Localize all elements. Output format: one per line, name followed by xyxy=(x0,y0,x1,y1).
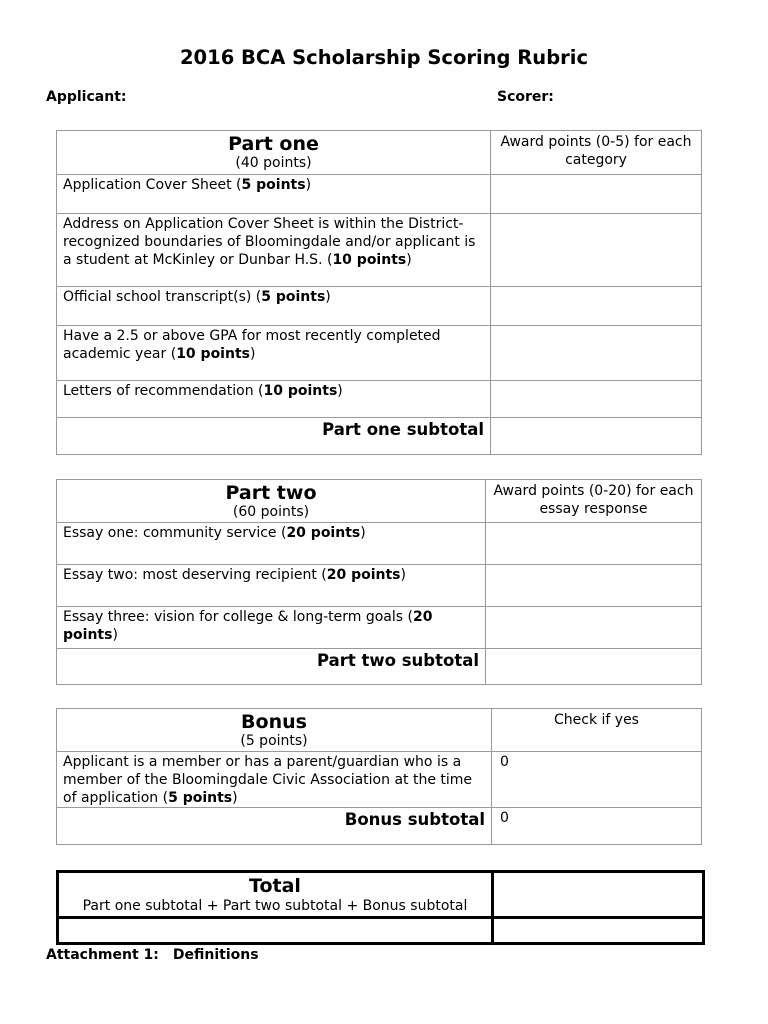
part-two-points: (60 points) xyxy=(232,504,310,520)
part-two-subtotal-label: Part two subtotal xyxy=(57,649,486,685)
score-cell[interactable] xyxy=(491,381,702,418)
part-two-header xyxy=(57,480,486,523)
applicant-label: Applicant: xyxy=(46,89,127,105)
part-two-heading: Part two xyxy=(225,482,317,504)
definitions-label: Definitions xyxy=(172,947,259,963)
score-cell[interactable] xyxy=(486,565,702,607)
score-cell[interactable] xyxy=(491,287,702,326)
score-cell[interactable] xyxy=(491,326,702,381)
criterion-cell: Letters of recommendation (10 points) xyxy=(57,381,491,418)
part-one-points: (40 points) xyxy=(235,155,312,171)
bonus-header xyxy=(57,709,492,752)
part-two-table xyxy=(56,479,702,685)
criterion-cell: Have a 2.5 or above GPA for most recently completed academic year (10 points) xyxy=(57,326,491,381)
part-one-header xyxy=(57,131,491,175)
part-one-heading: Part one xyxy=(228,133,319,155)
criterion-cell: Essay three: vision for college & long-term goals (20 points) xyxy=(57,607,486,649)
bonus-instruction: Check if yes xyxy=(492,709,702,752)
criterion-cell: Official school transcript(s) (5 points) xyxy=(57,287,491,326)
criterion-cell: Essay one: community service (20 points) xyxy=(57,523,486,565)
score-cell[interactable] xyxy=(486,523,702,565)
criterion-cell: Application Cover Sheet (5 points) xyxy=(57,175,491,214)
criterion-cell: Address on Application Cover Sheet is within the District-recognized boundaries of Bloomingdale and/or applicant is a student at McKinley or Dunbar H.S. (10 points) xyxy=(57,214,491,287)
bonus-check-cell[interactable]: 0 xyxy=(492,752,702,808)
score-cell[interactable] xyxy=(491,214,702,287)
part-two-subtotal-value[interactable] xyxy=(486,649,702,685)
part-one-table xyxy=(56,130,702,455)
total-table xyxy=(56,870,705,945)
criterion-cell: Applicant is a member or has a parent/guardian who is a member of the Bloomingdale Civic Association at the time of application (5 points) xyxy=(57,752,492,808)
scorer-label: Scorer: xyxy=(497,89,554,105)
total-formula: Part one subtotal + Part two subtotal + Bonus subtotal xyxy=(82,898,468,914)
footer-attachment xyxy=(46,947,259,963)
total-blank-cell xyxy=(58,918,493,944)
bonus-points: (5 points) xyxy=(240,733,308,749)
bonus-subtotal-label: Bonus subtotal xyxy=(57,808,492,845)
bonus-table xyxy=(56,708,702,845)
total-header xyxy=(58,872,493,918)
part-one-subtotal-value[interactable] xyxy=(491,418,702,455)
total-header-blank xyxy=(493,872,704,918)
bonus-heading: Bonus xyxy=(241,711,307,733)
attachment-label: Attachment 1: xyxy=(46,947,159,963)
part-one-subtotal-label: Part one subtotal xyxy=(57,418,491,455)
score-cell[interactable] xyxy=(491,175,702,214)
bonus-subtotal-value[interactable]: 0 xyxy=(492,808,702,845)
total-heading: Total xyxy=(249,875,301,897)
part-two-instruction: Award points (0-20) for each essay response xyxy=(486,480,702,523)
total-value[interactable] xyxy=(493,918,704,944)
score-cell[interactable] xyxy=(486,607,702,649)
criterion-cell: Essay two: most deserving recipient (20 points) xyxy=(57,565,486,607)
part-one-instruction: Award points (0-5) for each category xyxy=(491,131,702,175)
page-title: 2016 BCA Scholarship Scoring Rubric xyxy=(179,46,589,69)
